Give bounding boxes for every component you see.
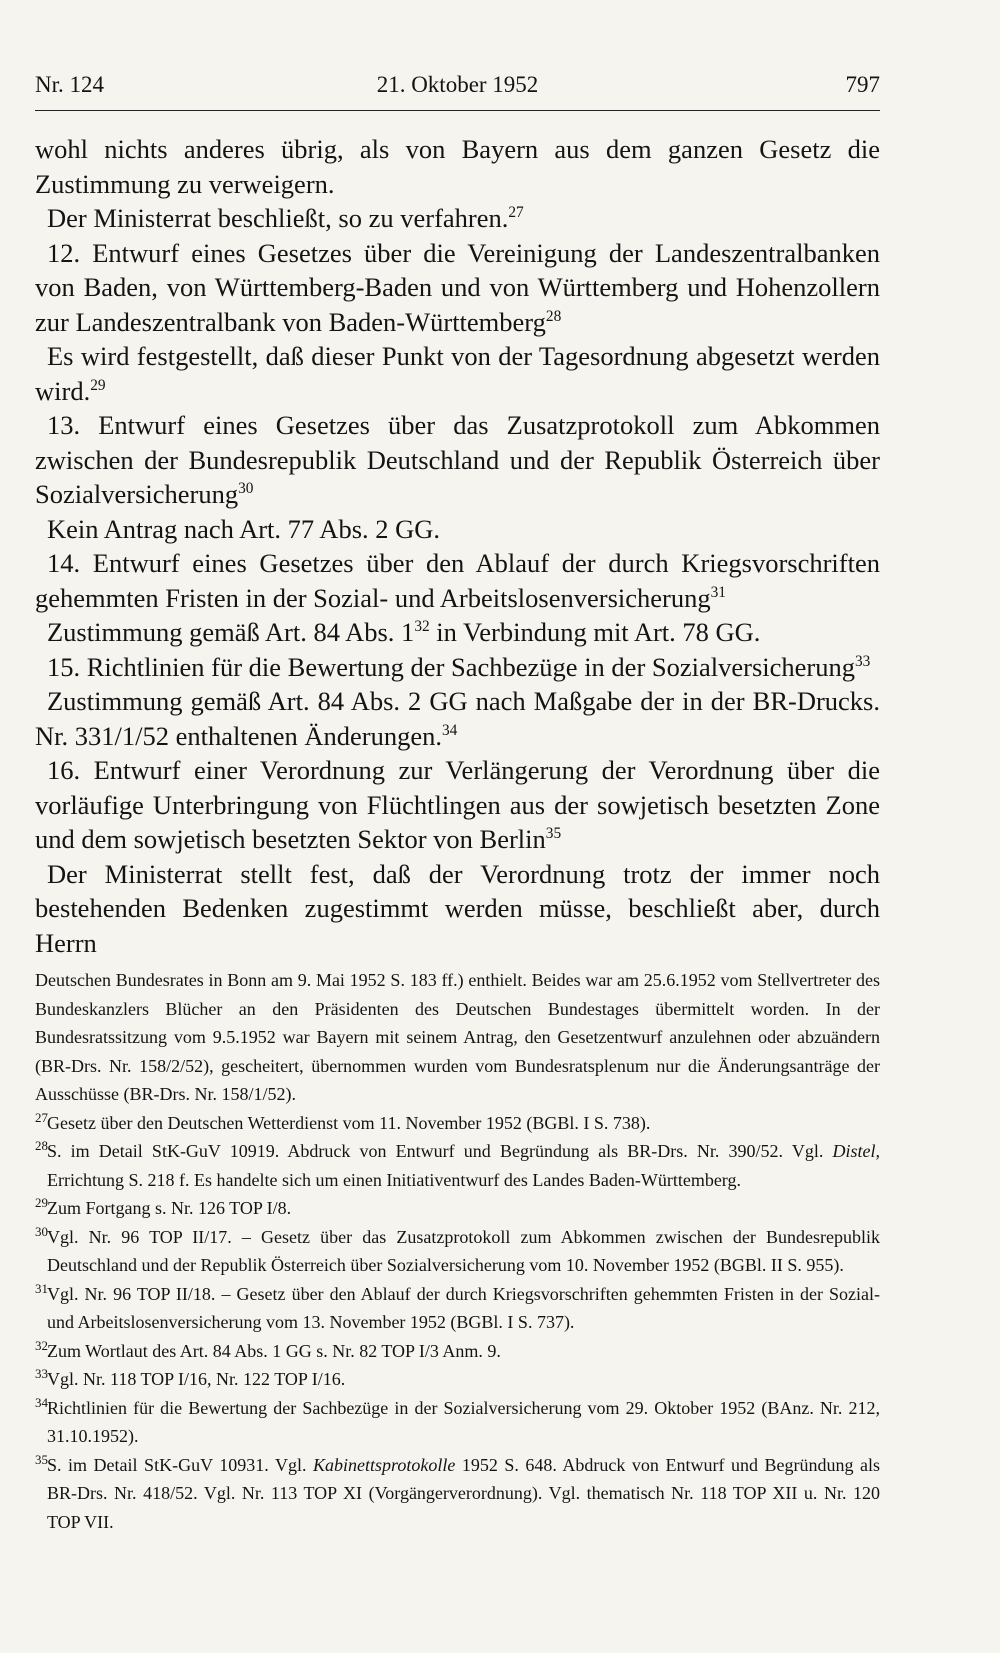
- header-rule: [35, 110, 880, 111]
- paragraph: Zustimmung gemäß Art. 84 Abs. $1^{32}$ in Verbindung mit Art. 78 GG.: [47, 617, 761, 647]
- footnote-continuation: Deutschen Bundesrates in Bonn am 9. Mai 1952 S. 183 ff.) enthielt. Beides war am 25.6.1952 vom Stellvertreter des Bundeskanzlers Blücher an den Präsidenten des Deutschen Bundestages übermittelt worden. In der Bundesratssitzung vom 9.5.1952 war Bayern mit seinem Antrag, den Gesetzentwurf anzulehnen oder abzuändern (BR-Drs. Nr. 158/2/52), gescheitert, übernommen wurden vom Bundesratsplenum nur die Änderungsanträge der Ausschüsse (BR-Drs. Nr. 158/1/52).: [35, 970, 880, 1104]
- footnote-31: $^{31}$Vgl. Nr. 96 TOP II/18. – Gesetz über den Ablauf der durch Kriegsvorschriften gehemmten Fristen in der Sozial- und Arbeitslosenversicherung vom 13. November 1952 (BGBl. I S. 737).: [35, 1280, 880, 1332]
- footnote-35: $^{35}$S. im Detail StK-GuV 10931. Vgl. Kabinettsprotokolle 1952 S. 648. Abdruck von Entwurf und Begründung als BR-Drs. Nr. 418/52. Vgl. Nr. 113 TOP XI (Vorgängerverordnung). Vgl. thematisch Nr. 118 TOP XII u. Nr. 120 TOP VII.: [35, 1451, 880, 1532]
- footnote-33: $^{33}$Vgl. Nr. 118 TOP I/16, Nr. 122 TOP I/16.: [35, 1366, 346, 1389]
- footnote-ref[interactable]: 33: [855, 652, 871, 670]
- agenda-item-15: 15. Richtlinien für die Bewertung der Sachbezüge in der Sozialversicherung$^{33}$: [47, 651, 871, 682]
- footnote-ref[interactable]: 35: [545, 825, 562, 843]
- footnote-29: $^{29}$Zum Fortgang s. Nr. 126 TOP I/8.: [35, 1195, 292, 1218]
- footnote-ref[interactable]: 31: [710, 583, 726, 601]
- document-number: Nr. 124: [35, 72, 104, 97]
- paragraph: Zustimmung gemäß Art. 84 Abs. 2 GG nach Maßgabe der in der BR-Drucks. Nr. 331/1/52 enthaltenen Änderungen.$^{34}$: [35, 686, 880, 751]
- agenda-item-16: 16. Entwurf einer Verordnung zur Verlängerung der Verordnung über die vorläufige Unterbringung von Flüchtlingen aus der sowjetisch besetzten Zone und dem sowjetisch besetzten Sektor von Berlin$^{35}$: [35, 755, 880, 854]
- footnote-30: $^{30}$Vgl. Nr. 96 TOP II/17. – Gesetz über das Zusatzprotokoll zum Abkommen zwischen der Bundesrepublik Deutschland und der Republik Österreich über Sozialversicherung vom 10. November 1952 (BGBl. II S. 955).: [35, 1223, 880, 1275]
- page-number: 797: [845, 72, 880, 97]
- footnote-32: $^{32}$Zum Wortlaut des Art. 84 Abs. 1 GG s. Nr. 82 TOP I/3 Anm. 9.: [35, 1337, 501, 1361]
- paragraph: Kein Antrag nach Art. 77 Abs. 2 GG.: [47, 513, 441, 544]
- footnote-ref[interactable]: 28: [545, 307, 562, 325]
- paragraph: wohl nichts anderes übrig, als von Bayern aus dem ganzen Gesetz die Zustimmung zu verweigern.: [35, 134, 880, 199]
- agenda-item-14: 14. Entwurf eines Gesetzes über den Ablauf der durch Kriegsvorschriften gehemmten Fristen in der Sozial- und Arbeitslosenversicherung$^{31}$: [35, 548, 880, 613]
- footnotes: [35, 966, 880, 1536]
- footnote-ref[interactable]: 29: [90, 376, 106, 394]
- page-date: 21. Oktober 1952: [376, 72, 539, 97]
- paragraph: Der Ministerrat stellt fest, daß der Verordnung trotz der immer noch bestehenden Bedenken zugestimmt werden müsse, beschließt aber, durch Herrn: [35, 858, 880, 958]
- agenda-item-13: 13. Entwurf eines Gesetzes über das Zusatzprotokoll zum Abkommen zwischen der Bundesrepublik Deutschland und der Republik Österreich über Sozialversicherung$^{30}$: [35, 410, 880, 509]
- footnote-27: $^{27}$Gesetz über den Deutschen Wetterdienst vom 11. November 1952 (BGBl. I S. 738).: [35, 1109, 651, 1133]
- footnote-ref[interactable]: 32: [414, 618, 430, 636]
- footnote-28: $^{28}$S. im Detail StK-GuV 10919. Abdruck von Entwurf und Begründung als BR-Drs. Nr. 390/52. Vgl. Distel, Errichtung S. 218 f. Es handelte sich um einen Initiativentwurf des Landes Baden-Württemberg.: [35, 1138, 880, 1190]
- agenda-item-12: 12. Entwurf eines Gesetzes über die Vereinigung der Landeszentralbanken von Baden, von Württemberg-Baden und von Württemberg und Hohenzollern zur Landeszentralbank von Baden-Württemberg$^{28}$: [35, 237, 880, 337]
- paragraph: Der Ministerrat beschließt, so zu verfahren.$^{27}$: [47, 203, 524, 233]
- paragraph: Es wird festgestellt, daß dieser Punkt von der Tagesordnung abgesetzt werden wird.$^{29}$: [35, 341, 880, 406]
- running-header: [35, 72, 880, 108]
- footnote-ref[interactable]: 30: [238, 480, 254, 498]
- main-text: [35, 132, 880, 960]
- footnote-34: $^{34}$Richtlinien für die Bewertung der Sachbezüge in der Sozialversicherung vom 29. Oktober 1952 (BAnz. Nr. 212, 31.10.1952).: [35, 1394, 880, 1446]
- footnote-ref[interactable]: 27: [508, 204, 524, 222]
- footnote-ref[interactable]: 34: [441, 721, 458, 739]
